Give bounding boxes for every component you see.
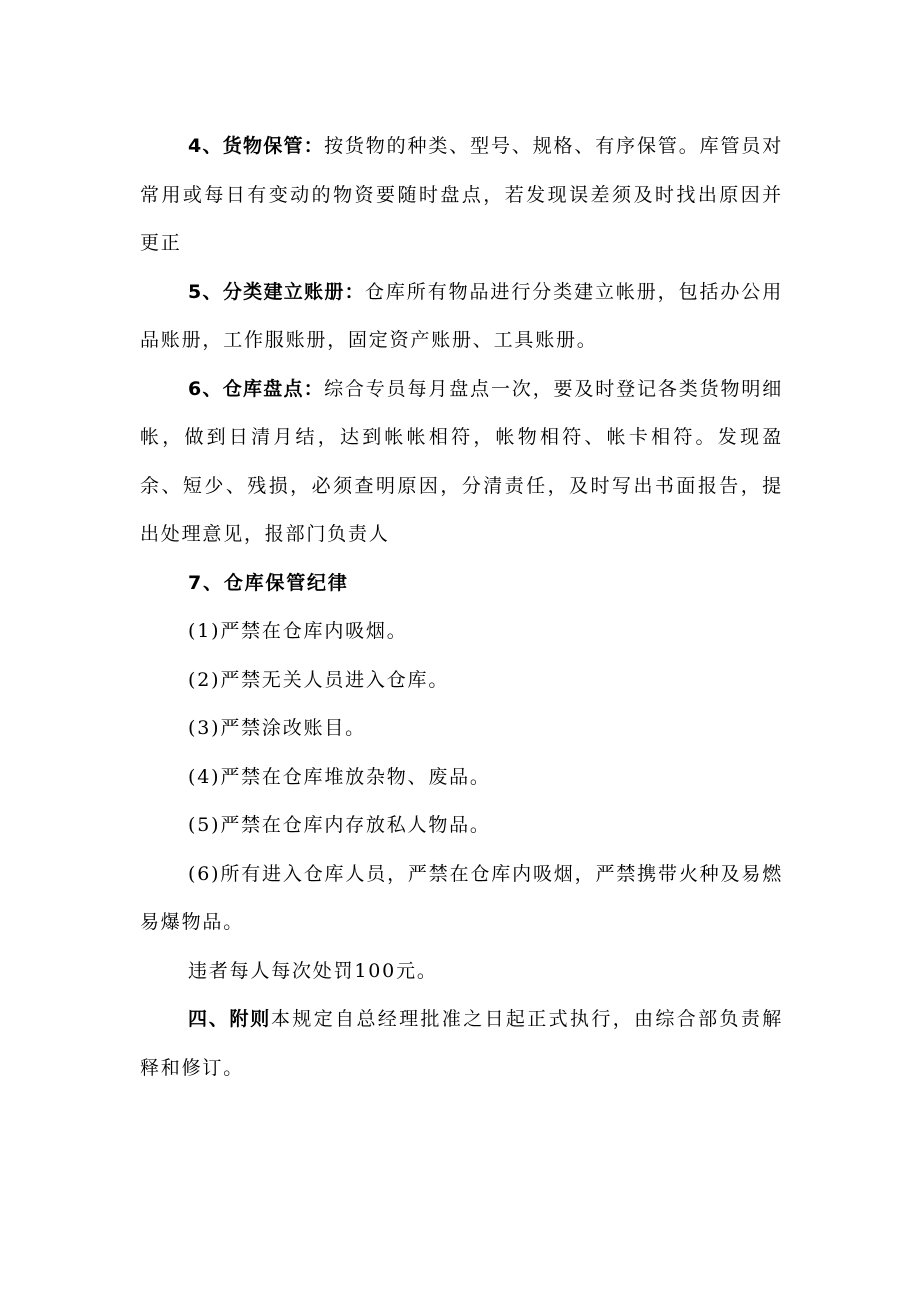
clause-4-goods-storage <box>140 122 783 268</box>
item-text: (6)所有进入仓库人员，严禁在仓库内吸烟，严禁携带火种及易燃易爆物品。 <box>140 862 783 933</box>
item-text: 违者每人每次处罚100元。 <box>188 959 438 982</box>
clause-text: 综合专员每月盘点一次，要及时登记各类货物明细帐，做到日清月结，达到帐帐相符，帐物相符、帐卡相符。发现盈余、短少、残损，必须查明原因，分清责任，及时写出书面报告，提出处理意见，报部门负责人 <box>140 377 783 545</box>
item-text: (5)严禁在仓库内存放私人物品。 <box>188 814 491 836</box>
clause-text: 本规定自总经理批准之日起正式执行，由综合部负责解释和修订。 <box>140 1008 783 1079</box>
clause-heading: 6、仓库盘点： <box>188 377 325 400</box>
supplementary-provisions <box>140 995 783 1092</box>
document-page <box>140 122 783 1092</box>
clause-text: 按货物的种类、型号、规格、有序保管。库管员对常用或每日有变动的物资要随时盘点，若发现误差须及时找出原因并更正 <box>140 135 783 254</box>
discipline-item-5 <box>140 801 783 850</box>
clause-7-discipline-title <box>140 559 783 608</box>
item-text: (1)严禁在仓库内吸烟。 <box>188 620 408 642</box>
clause-heading: 四、附则 <box>188 1008 272 1030</box>
clause-text: 仓库所有物品进行分类建立帐册，包括办公用品账册，工作服账册，固定资产账册、工具账册。 <box>140 280 783 351</box>
section-heading: 7、仓库保管纪律 <box>188 571 349 594</box>
clause-heading: 4、货物保管： <box>188 135 325 157</box>
discipline-item-1 <box>140 607 783 656</box>
item-text: (3)严禁涂改账目。 <box>188 717 366 739</box>
item-text: (2)严禁无关人员进入仓库。 <box>188 668 450 691</box>
discipline-item-6 <box>140 850 783 947</box>
clause-heading: 5、分类建立账册： <box>188 280 365 303</box>
item-text: (4)严禁在仓库堆放杂物、废品。 <box>188 765 491 788</box>
discipline-item-3 <box>140 704 783 753</box>
discipline-item-4 <box>140 753 783 802</box>
penalty-note <box>140 947 783 996</box>
clause-6-inventory-count <box>140 365 783 559</box>
clause-5-ledgers <box>140 268 783 365</box>
discipline-item-2 <box>140 656 783 705</box>
